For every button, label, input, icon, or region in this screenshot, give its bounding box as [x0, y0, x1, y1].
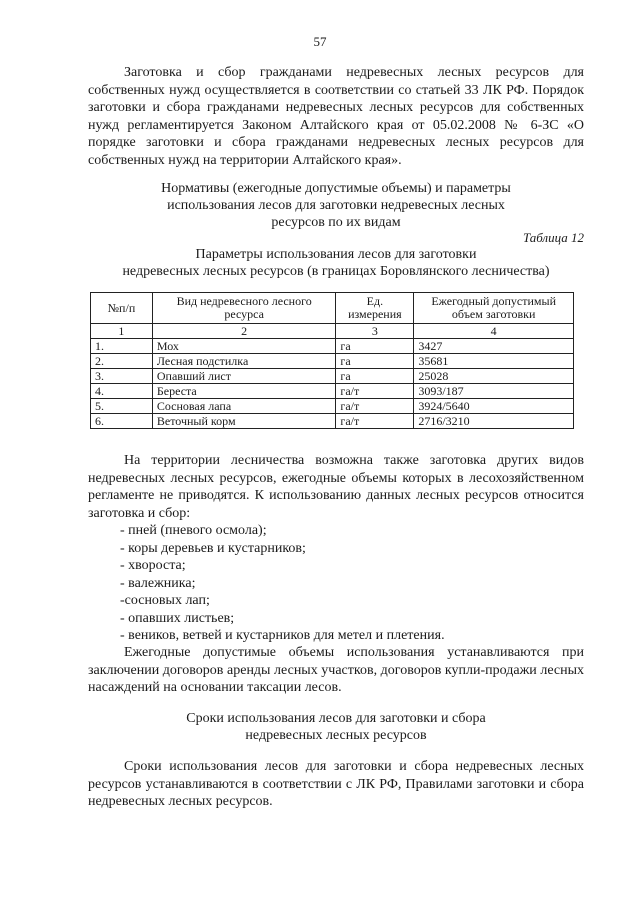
- other-resources-paragraph: На территории лесничества возможна также заготовка других видов недревесных лесных ресурсов, ежегодные объемы которых в лесохозяйственном регламенте не приводятся. К использованию данных лесных ресурсов относится заготовка и сбор:: [88, 453, 584, 521]
- row-resource: Береста: [152, 384, 336, 399]
- column-number-1: 1: [91, 324, 153, 339]
- table-row: [91, 384, 574, 399]
- row-number: 2.: [91, 354, 153, 369]
- section-heading-line-2: использования лесов для заготовки недревесных лесных: [167, 198, 505, 213]
- page-number: 57: [313, 34, 327, 49]
- row-unit: га: [336, 354, 414, 369]
- section-heading-line-1: Нормативы (ежегодные допустимые объемы) и параметры: [161, 181, 511, 196]
- terms-heading: [88, 710, 584, 744]
- volumes-paragraph: Ежегодные допустимые объемы использования устанавливаются при заключении договоров аренды лесных участков, договоров купли-продажи лесных насаждений на основании таксации лесов.: [88, 645, 584, 695]
- row-volume: 35681: [414, 354, 574, 369]
- section-heading: [88, 180, 584, 231]
- list-item: - хвороста;: [120, 558, 186, 573]
- table-title-line-2: недревесных лесных ресурсов (в границах Боровлянского лесничества): [122, 264, 550, 279]
- table-column-number-row: [91, 324, 574, 339]
- table-label: Таблица 12: [522, 230, 584, 245]
- table-title-line-1: Параметры использования лесов для заготовки: [195, 247, 477, 262]
- list-item: - опавших листьев;: [120, 610, 235, 626]
- row-volume: 3093/187: [414, 384, 574, 399]
- row-number: 3.: [91, 369, 153, 384]
- table-row: [91, 339, 574, 354]
- table-title: [88, 246, 584, 280]
- table-header-row: [91, 293, 574, 324]
- row-unit: га/т: [336, 399, 414, 414]
- column-number-4: 4: [414, 324, 574, 339]
- row-volume: 2716/3210: [414, 414, 574, 429]
- intro-paragraph: Заготовка и сбор гражданами недревесных лесных ресурсов для собственных нужд осуществляется в соответствии со статьей 33 ЛК РФ. Порядок заготовки и сбора гражданами недревесных лесных ресурсов для собственных нужд регламентируется Законом Алтайского края от 05.02.2008 № 6-ЗС «О порядке заготовки и сбора гражданами недревесных лесных ресурсов для собственных нужд на территории Алтайского края».: [88, 65, 584, 168]
- table-row: [91, 399, 574, 414]
- row-resource: Веточный корм: [152, 414, 336, 429]
- row-resource: Мох: [152, 339, 336, 354]
- row-number: 6.: [91, 414, 153, 429]
- table-row: [91, 354, 574, 369]
- row-unit: га/т: [336, 384, 414, 399]
- header-resource-type: Вид недревесного лесного ресурса: [152, 293, 336, 324]
- list-item: -сосновых лап;: [120, 593, 210, 608]
- terms-paragraph: Сроки использования лесов для заготовки и сбора недревесных лесных ресурсов устанавливаются в соответствии с ЛК РФ, Правилами заготовки и сбора недревесных лесных ресурсов.: [88, 759, 584, 809]
- row-volume: 25028: [414, 369, 574, 384]
- row-volume: 3427: [414, 339, 574, 354]
- list-item: - пней (пневого осмола);: [120, 523, 267, 538]
- resources-table: [90, 292, 574, 429]
- section-heading-line-3: ресурсов по их видам: [271, 215, 401, 230]
- row-number: 4.: [91, 384, 153, 399]
- list-item: - веников, ветвей и кустарников для метел и плетения.: [120, 628, 445, 643]
- column-number-3: 3: [336, 324, 414, 339]
- table-row: [91, 369, 574, 384]
- list-item: - валежника;: [120, 575, 196, 591]
- row-unit: га/т: [336, 414, 414, 429]
- row-unit: га: [336, 369, 414, 384]
- header-unit: Ед. измерения: [336, 293, 414, 324]
- row-number: 1.: [91, 339, 153, 354]
- terms-heading-line-1: Сроки использования лесов для заготовки и сбора: [186, 711, 486, 726]
- row-volume: 3924/5640: [414, 399, 574, 414]
- table-row: [91, 414, 574, 429]
- terms-heading-line-2: недревесных лесных ресурсов: [245, 728, 427, 743]
- header-annual-volume: Ежегодный допустимый объем заготовки: [414, 293, 574, 324]
- resource-list: [120, 522, 580, 645]
- row-resource: Опавший лист: [152, 369, 336, 384]
- list-item: - коры деревьев и кустарников;: [120, 540, 306, 556]
- row-resource: Сосновая лапа: [152, 399, 336, 414]
- row-unit: га: [336, 339, 414, 354]
- header-number: №п/п: [91, 293, 153, 324]
- row-number: 5.: [91, 399, 153, 414]
- row-resource: Лесная подстилка: [152, 354, 336, 369]
- column-number-2: 2: [152, 324, 336, 339]
